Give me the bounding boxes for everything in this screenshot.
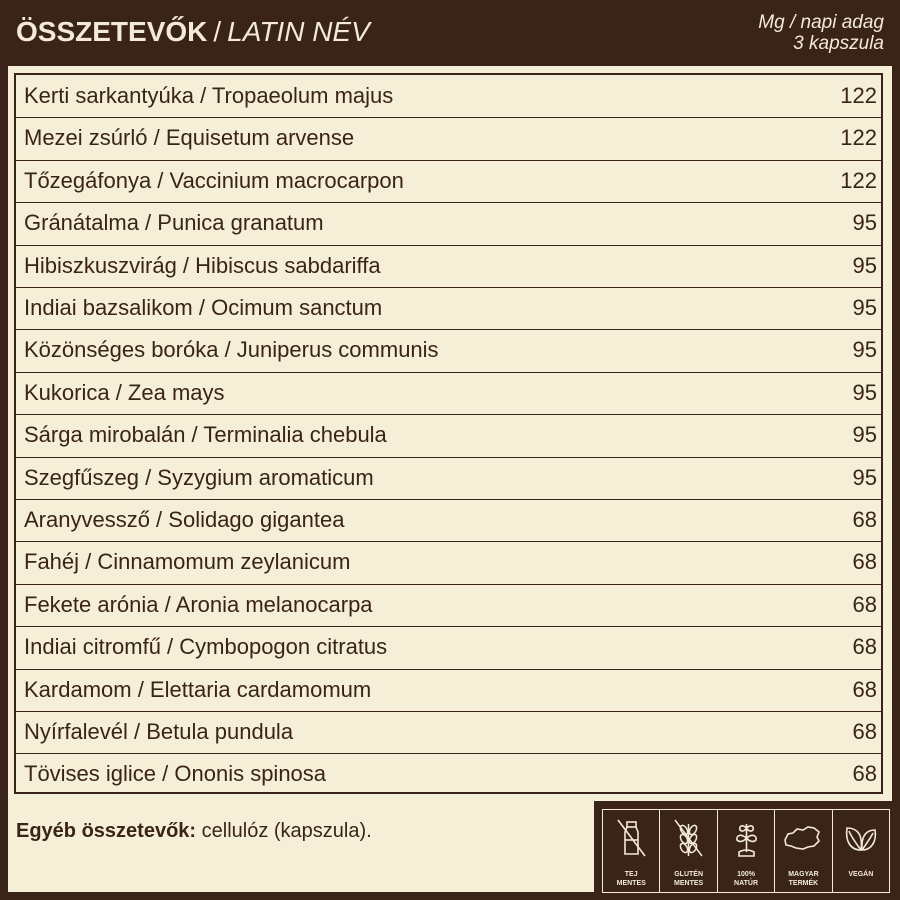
table-row bbox=[16, 541, 881, 583]
table-row bbox=[16, 584, 881, 626]
badge-panel bbox=[594, 801, 892, 900]
badge-line: MENTES bbox=[674, 880, 704, 887]
ingredient-amount: 68 bbox=[852, 677, 877, 702]
unit-line-2: 3 kapszula bbox=[793, 33, 884, 54]
wheat-crossed-icon bbox=[673, 818, 704, 858]
ingredient-name: Szegfűszeg / Syzygium aromaticum bbox=[24, 465, 374, 490]
title-latin-name: LATIN NÉV bbox=[227, 16, 370, 47]
title-ingredients: ÖSSZETEVŐK bbox=[16, 16, 208, 47]
ingredient-amount: 95 bbox=[852, 295, 877, 320]
badge-line: MAGYAR bbox=[788, 871, 819, 878]
ingredient-name: Kerti sarkantyúka / Tropaeolum majus bbox=[24, 83, 394, 108]
badge-line: TEJ bbox=[624, 871, 638, 878]
table-row bbox=[16, 372, 881, 414]
ingredient-name: Mezei zsúrló / Equisetum arvense bbox=[24, 125, 355, 150]
table-row bbox=[16, 202, 881, 244]
page-title bbox=[16, 16, 370, 48]
ingredient-amount: 95 bbox=[852, 253, 877, 278]
unit-line-1: Mg / napi adag bbox=[758, 12, 884, 33]
table-row bbox=[16, 711, 881, 753]
badge-vegan bbox=[833, 810, 889, 892]
other-ingredients-label: Egyéb összetevők: bbox=[16, 820, 197, 842]
ingredient-name: Hibiszkuszvirág / Hibiscus sabdariffa bbox=[24, 253, 381, 278]
table-row bbox=[16, 75, 881, 117]
table-row bbox=[16, 457, 881, 499]
badge-line: GLUTÉN bbox=[674, 871, 703, 878]
badge-hungarian-product bbox=[775, 810, 832, 892]
ingredient-amount: 95 bbox=[852, 380, 877, 405]
ingredient-amount: 68 bbox=[852, 634, 877, 659]
badge-natural bbox=[718, 810, 775, 892]
table-row bbox=[16, 117, 881, 159]
ingredient-amount: 122 bbox=[840, 125, 877, 150]
title-separator: / bbox=[213, 16, 222, 47]
badge-gluten-free bbox=[660, 810, 717, 892]
table-row bbox=[16, 499, 881, 541]
ingredient-name: Kukorica / Zea mays bbox=[24, 380, 225, 405]
ingredient-name: Kardamom / Elettaria cardamomum bbox=[24, 677, 372, 702]
ingredient-name: Közönséges boróka / Juniperus communis bbox=[24, 337, 439, 362]
table-row bbox=[16, 626, 881, 668]
ingredient-amount: 95 bbox=[852, 210, 877, 235]
ingredient-amount: 122 bbox=[840, 83, 877, 108]
table-row bbox=[16, 329, 881, 371]
unit-label bbox=[758, 12, 884, 54]
other-ingredients bbox=[16, 820, 372, 843]
ingredient-table bbox=[14, 73, 883, 794]
header-bar bbox=[0, 0, 900, 66]
ingredient-amount: 68 bbox=[852, 719, 877, 744]
badge-line: 100% bbox=[737, 871, 755, 878]
table-row bbox=[16, 669, 881, 711]
ingredient-name: Fekete arónia / Aronia melanocarpa bbox=[24, 592, 373, 617]
ingredient-name: Sárga mirobalán / Terminalia chebula bbox=[24, 422, 387, 447]
ingredient-amount: 95 bbox=[852, 337, 877, 362]
table-row bbox=[16, 414, 881, 456]
badge-line: NATÚR bbox=[734, 880, 758, 887]
ingredient-amount: 68 bbox=[852, 507, 877, 532]
ingredient-name: Gránátalma / Punica granatum bbox=[24, 210, 324, 235]
ingredient-name: Indiai citromfű / Cymbopogon citratus bbox=[24, 634, 388, 659]
ingredient-name: Nyírfalevél / Betula pundula bbox=[24, 719, 294, 744]
ingredient-amount: 68 bbox=[852, 592, 877, 617]
ingredient-name: Tövises iglice / Ononis spinosa bbox=[24, 761, 327, 786]
ingredient-name: Indiai bazsalikom / Ocimum sanctum bbox=[24, 295, 383, 320]
ingredient-amount: 68 bbox=[852, 761, 877, 786]
leaves-icon bbox=[841, 818, 881, 858]
table-row bbox=[16, 287, 881, 329]
ingredient-amount: 95 bbox=[852, 465, 877, 490]
badge-line: VEGÁN bbox=[848, 871, 874, 878]
badge-line: TERMÉK bbox=[788, 880, 819, 887]
ingredient-name: Fahéj / Cinnamomum zeylanicum bbox=[24, 549, 351, 574]
table-row bbox=[16, 160, 881, 202]
table-row bbox=[16, 245, 881, 287]
milk-bottle-crossed-icon bbox=[616, 818, 647, 858]
badge-line: MENTES bbox=[616, 880, 646, 887]
ingredient-amount: 95 bbox=[852, 422, 877, 447]
badge-milk-free bbox=[603, 810, 660, 892]
hungary-map-icon bbox=[782, 818, 822, 858]
plant-sprout-icon bbox=[731, 818, 762, 858]
ingredient-name: Aranyvessző / Solidago gigantea bbox=[24, 507, 345, 532]
other-ingredients-value: cellulóz (kapszula). bbox=[201, 820, 372, 842]
ingredient-amount: 68 bbox=[852, 549, 877, 574]
ingredient-name: Tőzegáfonya / Vaccinium macrocarpon bbox=[24, 168, 404, 193]
table-row bbox=[16, 753, 881, 795]
ingredient-amount: 122 bbox=[840, 168, 877, 193]
